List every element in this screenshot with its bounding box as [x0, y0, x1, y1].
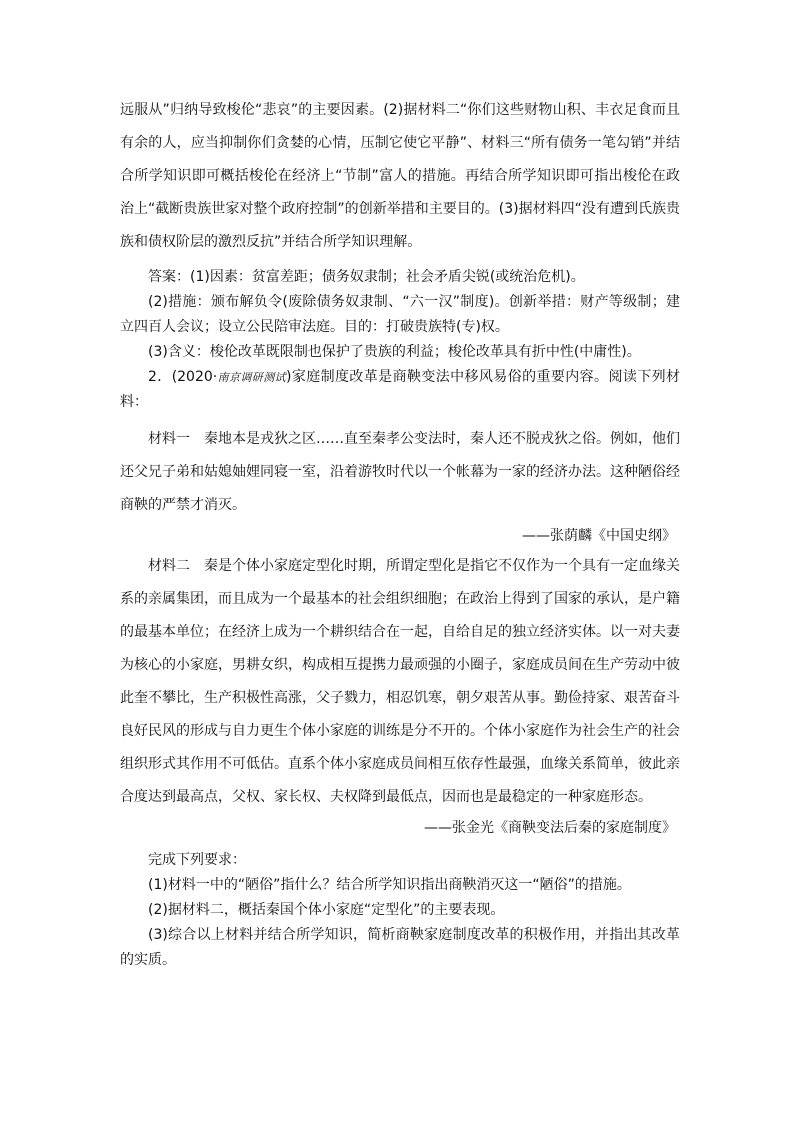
question-2-intro-text: )家庭制度改革是商鞅变法中移风易俗的重要内容。阅读下列材料： — [120, 369, 681, 410]
requirement-2: (2)据材料二，概括秦国个体小家庭“定型化”的主要表现。 — [148, 902, 505, 918]
requirement-3: (3)综合以上材料并结合所学知识，简析商鞅家庭制度改革的积极作用，并指出其改革的实质。 — [120, 927, 680, 968]
answer-line-1: 答案：(1)因素：贫富差距；债务奴隶制；社会矛盾尖锐(或统治危机)。 — [148, 269, 585, 285]
material-2-source: ——张金光《商鞅变法后秦的家庭制度》 — [424, 820, 676, 836]
material-1-source: ——张荫麟《中国史纲》 — [522, 528, 676, 544]
answer-line-2: (2)措施：颁布解负令(废除债务奴隶制、“六一汉”制度)。创新举措：财产等级制；建立四百人会议；设立公民陪审法庭。目的：打破贵族特(专)权。 — [120, 294, 680, 335]
question-2-source-tag: 南京调研测试 — [217, 371, 286, 384]
answer-line-3: (3)含义：梭伦改革既限制也保护了贵族的利益；梭伦改革具有折中性(中庸性)。 — [148, 344, 641, 360]
material-1-text: 材料一 秦地本是戎狄之区……直至秦孝公变法时，秦人还不脱戎狄之俗。例如，他们还父兄子弟和姑媳妯娌同寝一室，沿着游牧时代以一个帐幕为一家的经济办法。这种陋俗经商鞅的严禁才消灭。 — [120, 431, 680, 513]
requirement-1: (1)材料一中的“陋俗”指什么？结合所学知识指出商鞅消灭这一“陋俗”的措施。 — [148, 877, 631, 893]
page-content — [120, 94, 680, 973]
requirements-title: 完成下列要求： — [148, 852, 246, 868]
question-2-number: 2．(2020· — [148, 369, 218, 385]
material-2-text: 材料二 秦是个体小家庭定型化时期，所谓定型化是指它不仅作为一个具有一定血缘关系的亲属集团，而且成为一个最基本的社会组织细胞；在政治上得到了国家的承认，是户籍的最基本单位；在经济上成为一个耕织结合在一起，自给自足的独立经济实体。以一对夫妻为核心的小家庭，男耕女织，构成相互提携力最顽强的小圈子，家庭成员间在生产劳动中彼此奎不攀比，生产积极性高涨，父子戮力，相忍饥寒，朝夕艰苦从事。勤俭持家、艰苦奋斗良好民风的形成与自力更生个体小家庭的训练是分不开的。个体小家庭作为社会生产的社会组织形式其作用不可低估。直系个体小家庭成员间相互依存性最强，血缘关系简单，彼此亲合度达到最高点，父权、家长权、夫权降到最低点，因而也是最稳定的一种家庭形态。 — [120, 558, 680, 805]
question-2-intro — [120, 365, 680, 415]
analysis-paragraph: 远服从”归纳导致梭伦“悲哀”的主要因素。(2)据材料二“你们这些财物山积、丰衣足食而且有余的人，应当抑制你们贪婪的心情，压制它使它平静”、材料三“所有债务一笔勾销”并结合所学知识即可概括梭伦在经济上“节制”富人的措施。再结合所学知识即可指出梭伦在政治上“截断贵族世家对整个政府控制”的创新举措和主要目的。(3)据材料四“没有遭到氏族贵族和债权阶层的激烈反抗”并结合所学知识理解。 — [120, 102, 680, 250]
